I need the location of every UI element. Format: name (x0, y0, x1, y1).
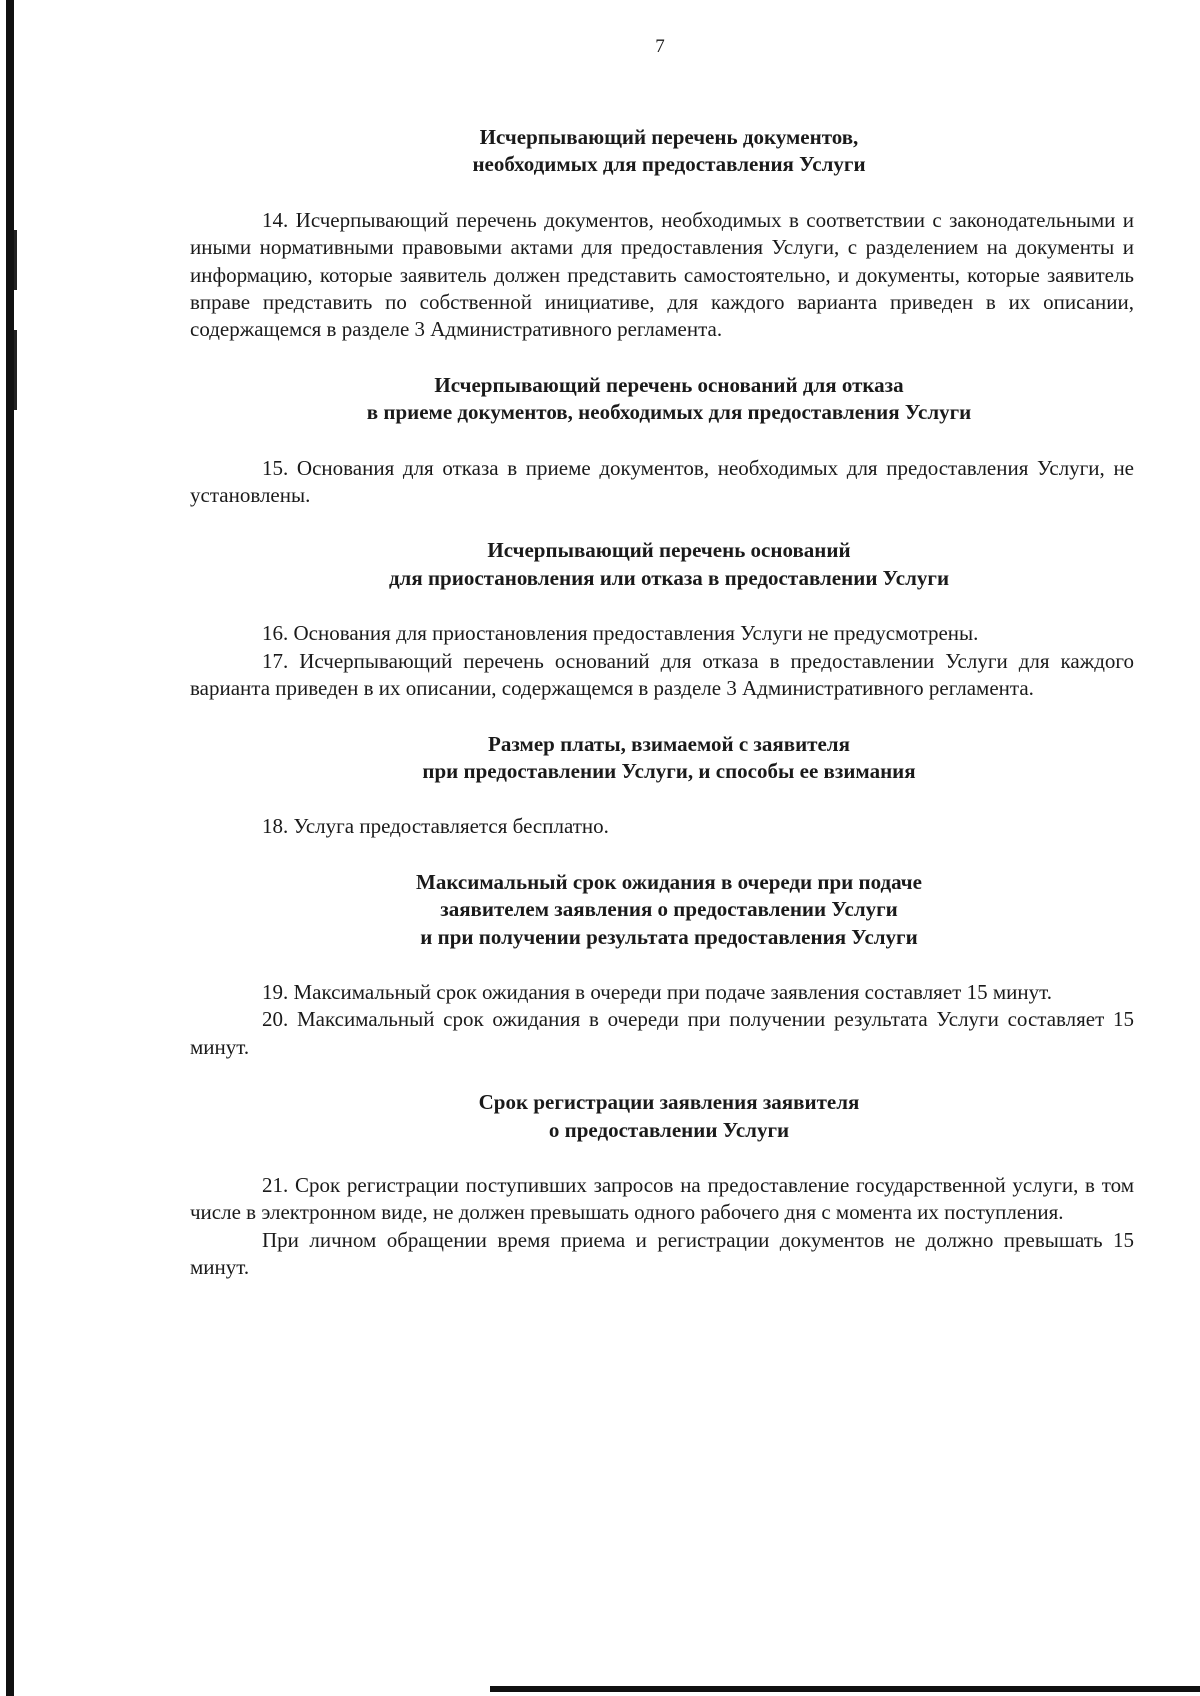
scan-edge-border (6, 0, 14, 1696)
section-heading (190, 1089, 1134, 1144)
section-heading (190, 372, 1134, 427)
bottom-scan-rule (490, 1686, 1200, 1692)
paragraph: 16. Основания для приостановления предоставления Услуги не предусмотрены. (262, 621, 979, 646)
heading-line: необходимых для предоставления Услуги (472, 152, 866, 177)
section-heading (190, 869, 1134, 951)
heading-line: о предоставлении Услуги (548, 1117, 790, 1142)
paragraph: 20. Максимальный срок ожидания в очереди при получении результата Услуги составляет 15 минут. (190, 1007, 1134, 1059)
heading-line: при предоставлении Услуги, и способы ее взимания (422, 758, 916, 783)
scan-edge-mark (14, 330, 17, 410)
paragraph: При личном обращении время приема и регистрации документов не должно превышать 15 минут. (190, 1227, 1134, 1280)
scan-edge-mark (14, 230, 17, 290)
heading-line: Срок регистрации заявления заявителя (478, 1090, 860, 1115)
heading-line: в приеме документов, необходимых для предоставления Услуги (366, 400, 972, 425)
paragraph: 14. Исчерпывающий перечень документов, необходимых в соответствии с законодательными и иными нормативными правовыми актами для предоставления Услуги, с разделением на документы и информацию, которые заявитель должен представить самостоятельно, и документы, которые заявитель вправе представить по собственной инициативе, для каждого варианта приведен в их описании, содержащемся в разделе 3 Административного регламента. (190, 207, 1134, 342)
page-number: 7 (655, 36, 665, 57)
heading-line: Исчерпывающий перечень документов, (479, 125, 859, 149)
paragraph: 17. Исчерпывающий перечень оснований для отказа в предоставлении Услуги для каждого варианта приведен в их описании, содержащемся в разделе 3 Административного регламента. (190, 648, 1134, 701)
section-heading (190, 124, 1134, 179)
document-body (190, 124, 1134, 1282)
heading-line: Максимальный срок ожидания в очереди при подаче (416, 869, 922, 894)
paragraph: 21. Срок регистрации поступивших запросов на предоставление государственной услуги, в том числе в электронном виде, не должен превышать одного рабочего дня с момента их поступления. (190, 1172, 1134, 1225)
heading-line: и при получении результата предоставления Услуги (420, 924, 918, 949)
heading-line: Исчерпывающий перечень оснований (487, 538, 851, 563)
heading-line: заявителем заявления о предоставлении Услуги (440, 897, 898, 922)
section-heading (190, 731, 1134, 786)
section-heading (190, 537, 1134, 592)
heading-line: для приостановления или отказа в предоставлении Услуги (388, 565, 950, 590)
paragraph: 15. Основания для отказа в приеме документов, необходимых для предоставления Услуги, не установлены. (190, 455, 1134, 508)
paragraph: 19. Максимальный срок ожидания в очереди при подаче заявления составляет 15 минут. (262, 979, 1052, 1004)
paragraph: 18. Услуга предоставляется бесплатно. (262, 814, 609, 839)
heading-line: Исчерпывающий перечень оснований для отказа (434, 372, 904, 397)
heading-line: Размер платы, взимаемой с заявителя (488, 731, 850, 756)
